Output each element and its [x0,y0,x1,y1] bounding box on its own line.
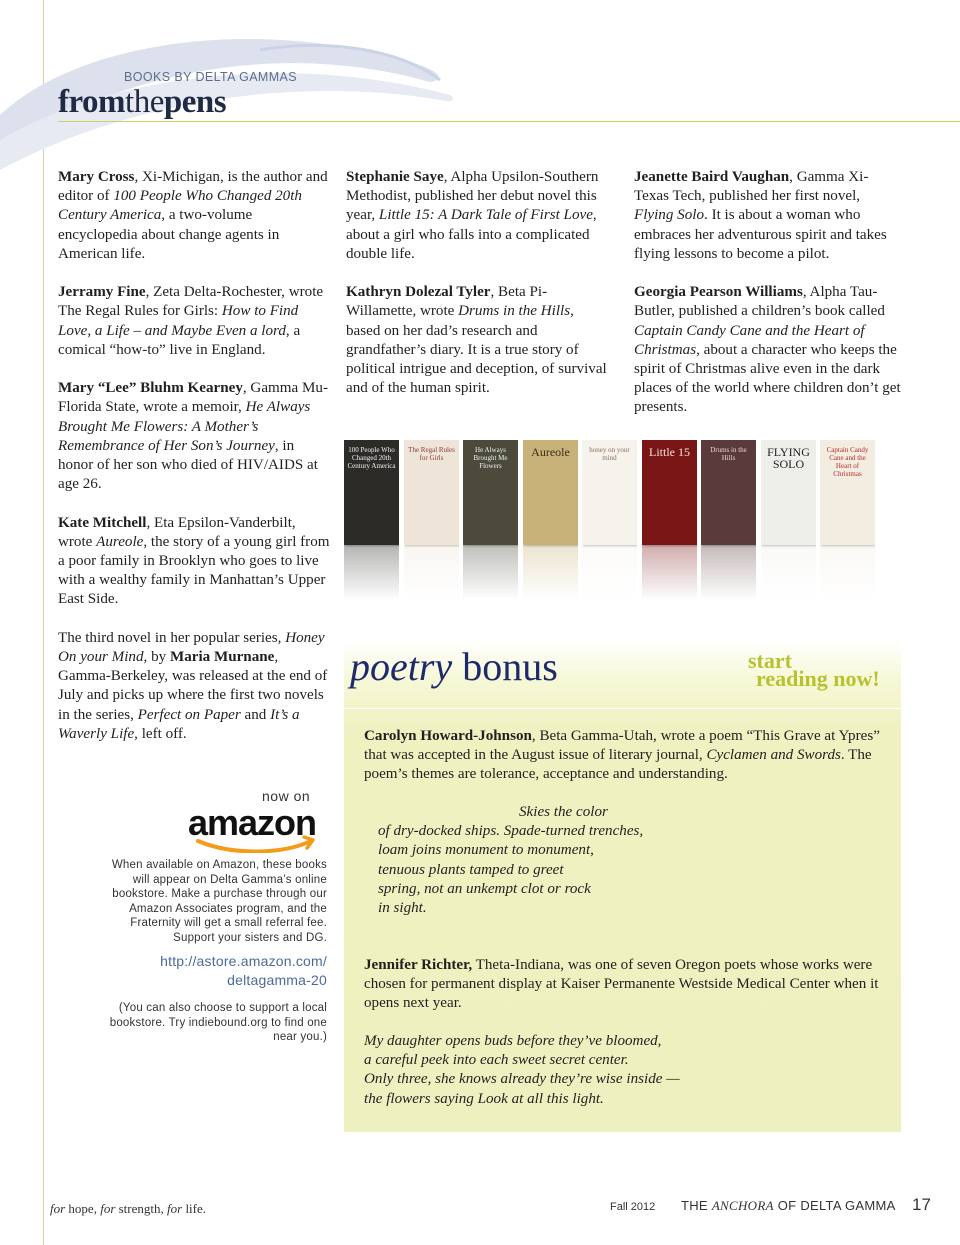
poetry-heading-italic: poetry [350,644,453,689]
book-cover [701,440,756,600]
page-title [58,84,226,121]
book-cover-reflection [642,545,697,600]
journal-title: Cyclamen and Swords [706,747,841,764]
book-cover-reflection [404,545,459,600]
entry-text: , Zeta Delta-Rochester, wrote The Regal Rules for Girls: [58,284,324,320]
book-cover-reflection [463,545,518,600]
entry-kate-mitchell [58,514,330,610]
entry-text: , left off. [134,725,187,742]
poetry-heading [350,643,558,690]
book-cover [761,440,816,600]
amazon-logo[interactable] [186,803,331,853]
book-cover-title: He Always Brought Me Flowers [473,446,508,470]
poem-line: in sight. [378,900,427,917]
entry-mary-lee-kearney [58,379,330,494]
book-cover-front [523,440,578,545]
page-number: 17 [912,1195,931,1214]
entry-jerramy-fine [58,283,330,360]
entry-text: Theta-Indiana, was one of seven Oregon poets whose works were chosen for permanent display at Kaiser Permanente Westside Medical Center when it opens next year. [364,957,879,1012]
section-kicker: BOOKS BY DELTA GAMMAS [124,70,298,84]
book-title: Flying Solo [634,207,705,224]
entry-text: , Gamma-Berkeley, was released at the end of July and picks up where the first two novels in the series, [58,649,328,723]
entry-text: The third novel in her popular series, [58,629,286,646]
now-on-label: now on [262,788,311,804]
entry-text: , the story of a young girl from a poor family in Brooklyn who goes to live with a wealthy family in Manhattan’s Upper East Side. [58,533,330,608]
book-cover-front [761,440,816,545]
book-cover-front [642,440,697,545]
entry-text: , a two-volume encyclopedia about change agents in American life. [58,207,280,262]
link-line[interactable]: http://astore.amazon.com/ [160,953,327,969]
book-cover-front [582,440,637,545]
book-cover-title: Captain Candy Cane and the Heart of Christmas [826,446,869,478]
pub-the: THE [681,1198,712,1213]
amazon-paragraph: When available on Amazon, these books will appear on Delta Gamma’s online bookstore. Make a purchase through our Amazon Associates program, and the Fraternity will get a small referral fee. Support your sisters and DG. [111,859,327,944]
book-cover-reflection [820,545,875,600]
poem-line: Only three, she knows already they’re wise inside — [364,1071,680,1088]
book-cover-reflection [701,545,756,600]
poetry-rule [344,708,901,709]
book-title: How to Find Love, a Life – and Maybe Even a lord [58,303,299,339]
title-the: the [125,84,164,120]
entry-text: , about a girl who falls into a complicated double life. [346,207,597,262]
entry-kathryn-tyler [346,283,611,398]
poem-line: tenuous plants tamped to greet [378,861,564,878]
amazon-logo-text: amazon [188,803,317,843]
entry-jeanette-vaughan [634,168,902,264]
entry-text: about a character who keeps the spirit of Christmas alive even in the dark places of the world where children don’t get presents. [634,341,901,416]
book-cover [642,440,697,600]
amazon-store-link[interactable] [87,952,327,990]
book-cover-reflection [761,545,816,600]
tagline-for: for [50,1201,66,1216]
book-cover-front [463,440,518,545]
column-right [634,168,902,437]
book-cover-front [404,440,459,545]
book-cover [404,440,459,600]
author-name: Stephanie Saye [346,169,444,185]
entry-text: , based on her dad’s research and grandfather’s diary. It is a true story of political intrigue and deception, of survival and of the human spirit. [346,303,607,397]
title-from: from [58,84,126,120]
author-name: Jennifer Richter, [364,957,473,973]
entry-carolyn-howard-johnson [364,727,884,785]
entry-text: , Eta Epsilon-Vanderbilt, wrote [58,514,296,550]
column-left [58,168,330,763]
author-name: Carolyn Howard-Johnson [364,728,532,744]
tagline-hope: hope, [65,1201,101,1216]
author-name: Maria Murnane [169,649,275,666]
book-cover-front [344,440,399,545]
book-cover [463,440,518,600]
poem-line: a careful peek into each sweet secret center. [364,1052,629,1069]
book-title: Drums in the Hills [458,303,571,320]
entry-text: . The poem’s themes are tolerance, acceptance and understanding. [364,747,872,783]
entry-text: , by [143,649,170,666]
author-name: Kate Mitchell [58,514,147,531]
book-cover-front [701,440,756,545]
book-cover [344,440,399,600]
author-name: Jerramy Fine [58,284,146,301]
poem-line: My daughter opens buds before they’ve bloomed, [364,1033,662,1049]
book-title: Perfect on Paper [137,706,241,723]
author-name: Kathryn Dolezal Tyler [346,284,491,301]
entry-text: , Xi-Michigan, is the author and editor of [58,169,328,205]
entry-text: , Alpha Tau-Butler, published a children’s book called [634,284,885,320]
book-cover-reflection [523,545,578,600]
book-cover-reflection [344,545,399,600]
book-cover-front [820,440,875,545]
author-name: Georgia Pearson Williams [634,284,803,301]
entry-mary-cross [58,168,330,264]
tagline-for: for [100,1201,116,1216]
book-cover-title: Drums in the Hills [710,446,747,462]
tagline-life: life. [182,1201,207,1216]
book-cover [582,440,637,600]
tagline-for: for [167,1201,183,1216]
book-cover-title: 100 People Who Changed 20th Century America [347,446,396,470]
book-cover-title: Aureole [531,445,570,459]
book-title: He Always Brought Me Flowers: A Mother’s Remembrance of Her Son’s Journey [58,399,311,454]
entry-stephanie-saye [346,168,611,264]
entry-text: , Beta Pi-Willamette, wrote [346,284,548,320]
entry-text: , Gamma Xi-Texas Tech, published her first novel, [634,169,869,205]
book-cover-title: FLYING SOLO [767,445,810,471]
poem-excerpt-2 [364,1032,704,1109]
entry-text: , Gamma Mu-Florida State, wrote a memoir, [58,380,328,416]
entry-text: , in honor of her son who died of HIV/AIDS at age 26. [58,437,318,493]
book-cover-reflection [582,545,637,600]
entry-text: and [240,706,271,723]
pub-rest: OF DELTA GAMMA [773,1198,896,1213]
start-reading-tagline [748,648,880,691]
book-title: Honey On your Mind [58,629,325,666]
poetry-heading-plain: bonus [452,644,558,689]
entry-text: , Alpha Upsilon-Southern Methodist, published her debut novel this year, [346,169,599,224]
poem-line: Skies the color [519,804,608,820]
entry-text: , Beta Gamma-Utah, wrote a poem “This Grave at Ypres” that was accepted in the August issue of literary journal, [364,728,880,764]
pub-anchora: ANCHORA [711,1198,774,1213]
book-cover [820,440,875,600]
book-cover [523,440,578,600]
issue-date: Fall 2012 [610,1201,656,1213]
book-cover-title: Little 15 [649,445,690,459]
entry-maria-murnane [58,629,330,744]
book-title: Captain Candy Cane and the Heart of Christmas, [634,322,865,358]
tagline-line-1: start [748,648,792,673]
book-title: Aureole [96,533,144,550]
header-rule [58,121,960,122]
left-margin-rule [43,0,44,1245]
entry-jennifer-richter [364,956,884,1014]
link-line[interactable]: deltagamma-20 [227,972,327,988]
tagline-strength: strength, [115,1201,168,1216]
publication-name [681,1198,896,1214]
author-name: Mary “Lee” Bluhm Kearney [58,380,243,397]
entry-georgia-williams [634,283,902,417]
author-name: Mary Cross [58,169,135,185]
poem-line: loam joins monument to monument, [378,842,594,859]
author-name: Jeanette Baird Vaughan [634,169,790,185]
book-cover-title: honey on your mind [589,446,630,462]
tagline-line-2: reading now! [756,666,880,691]
title-pens: pens [163,84,227,120]
book-title: 100 People Who Changed 20th Century America [58,188,302,224]
book-covers-row [344,440,892,600]
indiebound-note: (You can also choose to support a local bookstore. Try indiebound.org to find one near you.) [109,1002,327,1044]
column-middle [346,168,611,418]
footer-tagline [50,1201,206,1217]
poem-line: the flowers saying Look at all this light. [364,1090,604,1107]
poem-excerpt-1 [378,803,678,918]
poem-line: spring, not an unkempt clot or rock [378,880,591,897]
book-cover-title: The Regal Rules for Girls [408,446,455,462]
poem-line: of dry-docked ships. Spade-turned trenches, [378,823,644,840]
entry-text: . It is about a woman who embraces her adventurous spirit and takes flying lessons to become a pilot. [634,207,887,262]
entry-text: , a comical “how-to” live in England. [58,322,301,358]
book-title: Little 15: A Dark Tale of First Love [378,207,593,224]
book-title: It’s a Waverly Life [58,706,300,742]
